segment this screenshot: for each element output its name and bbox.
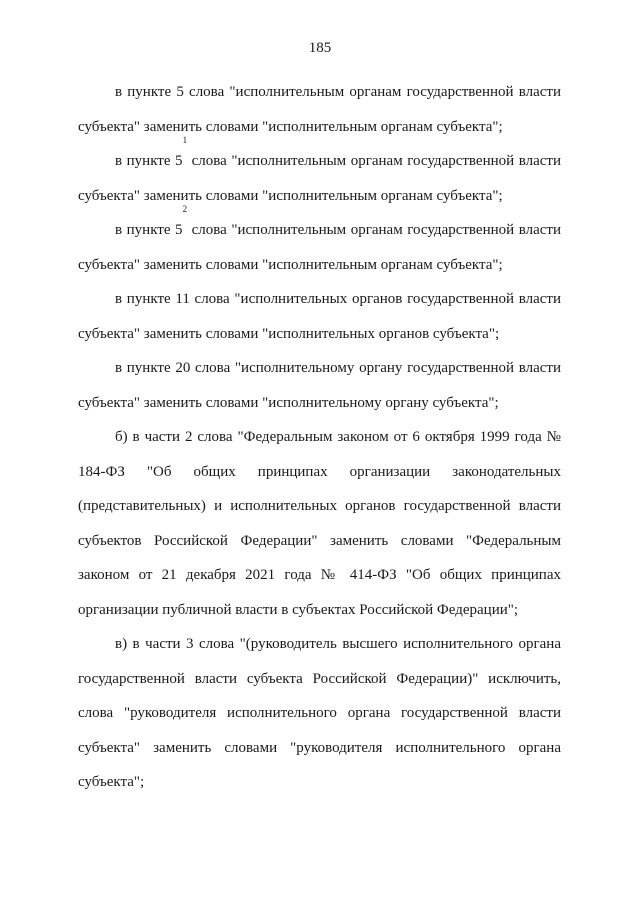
paragraph-punkt-20 xyxy=(78,351,561,420)
page-number: 185 xyxy=(308,40,332,56)
superscript-index: 2 xyxy=(182,204,188,214)
paragraph-text: в пункте 11 слова "исполнительных органов государственной власти субъекта" заменить словами "исполнительных органов субъекта"; xyxy=(78,291,561,342)
paragraph-text-end: слова "исполнительным органам государственной власти субъекта" заменить словами "исполнительным органам субъекта"; xyxy=(78,222,561,273)
paragraph-part-b xyxy=(78,420,561,627)
paragraph-punkt-11 xyxy=(78,282,561,351)
superscript-index: 1 xyxy=(182,135,188,145)
paragraph-text: в) в части 3 слова "(руководитель высшего исполнительного органа государственной власти субъекта Российской Федерации)" исключить, слова "руководителя исполнительного органа государственной власти субъекта" заменить словами "руководителя исполнительного органа субъекта"; xyxy=(78,636,561,790)
paragraph-text: в пункте 5 слова "исполнительным органам государственной власти субъекта" заменить словами "исполнительным органам субъекта"; xyxy=(78,84,561,135)
paragraph-punkt-5-2 xyxy=(78,204,561,282)
paragraph-punkt-5-1 xyxy=(78,135,561,213)
document-body xyxy=(78,75,561,800)
paragraph-text-end: слова "исполнительным органам государственной власти субъекта" заменить словами "исполнительным органам субъекта"; xyxy=(78,153,561,204)
paragraph-text-start: в пункте 5 xyxy=(115,153,183,169)
paragraph-text: б) в части 2 слова "Федеральным законом от 6 октября 1999 года № 184-ФЗ "Об общих принципах организации законодательных (представительных) и исполнительных органов государственной власти субъектов Российской Федерации" заменить словами "Федеральным законом от 21 декабря 2021 года № 414-ФЗ "Об общих принципах организации публичной власти в субъектах Российской Федерации"; xyxy=(78,429,561,618)
paragraph-text: в пункте 20 слова "исполнительному органу государственной власти субъекта" заменить словами "исполнительному органу субъекта"; xyxy=(78,360,561,411)
paragraph-text-start: в пункте 5 xyxy=(115,222,183,238)
paragraph-punkt-5 xyxy=(78,75,561,144)
paragraph-part-v xyxy=(78,627,561,800)
